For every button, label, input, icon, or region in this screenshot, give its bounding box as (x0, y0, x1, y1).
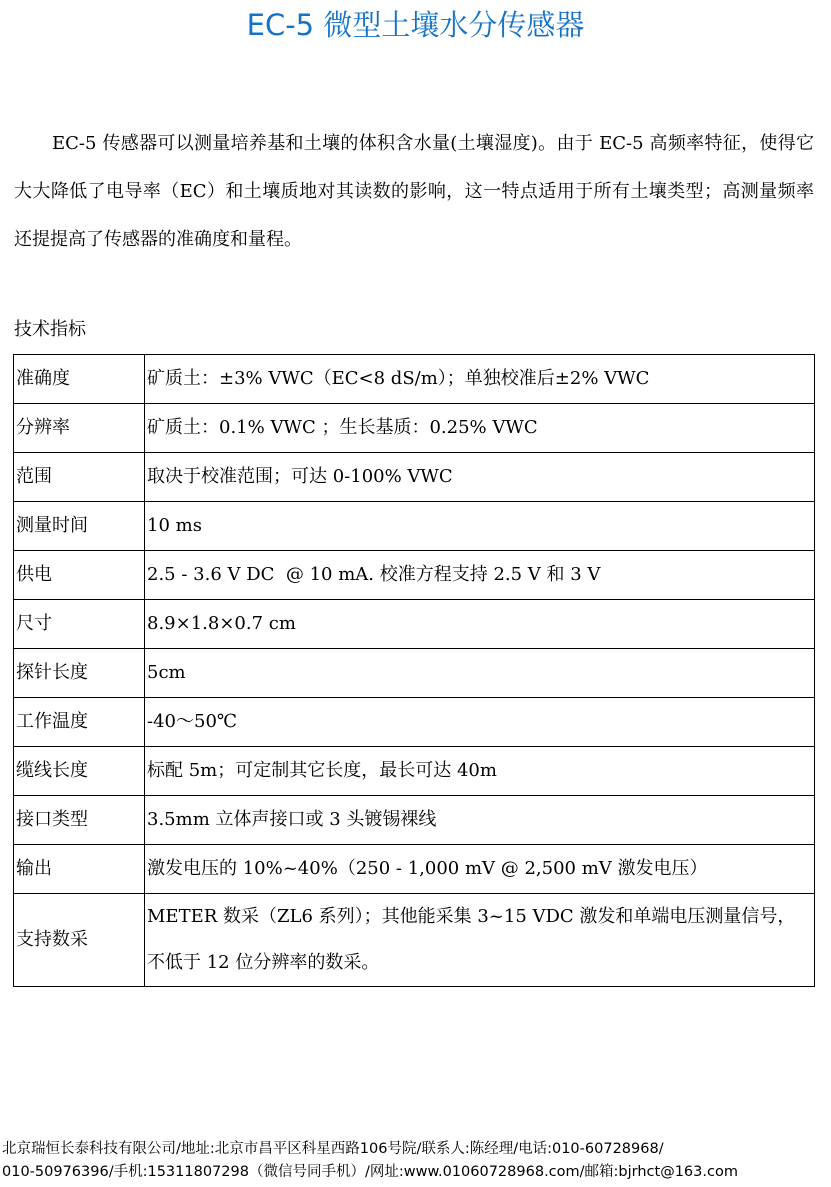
spec-value: 激发电压的 10%~40%（250 - 1,000 mV @ 2,500 mV 激发电压） (145, 845, 815, 894)
spec-key: 范围 (14, 453, 145, 502)
spec-key: 探针长度 (14, 649, 145, 698)
table-row (14, 453, 815, 502)
page-title: EC-5 微型土壤水分传感器 (246, 8, 585, 42)
table-row (14, 796, 815, 845)
spec-key: 工作温度 (14, 698, 145, 747)
table-row (14, 747, 815, 796)
spec-key: 供电 (14, 551, 145, 600)
contact-footer (0, 1138, 831, 1184)
spec-value: 矿质土：±3% VWC（EC<8 dS/m）；单独校准后±2% VWC (145, 355, 815, 404)
spec-key: 分辨率 (14, 404, 145, 453)
table-row (14, 894, 815, 987)
spec-key: 支持数采 (14, 894, 145, 987)
spec-heading: 技术指标 (14, 319, 86, 340)
spec-value: 8.9×1.8×0.7 cm (145, 600, 815, 649)
spec-key: 接口类型 (14, 796, 145, 845)
table-row (14, 551, 815, 600)
spec-value: METER 数采（ZL6 系列）；其他能采集 3~15 VDC 激发和单端电压测量信号，不低于 12 位分辨率的数采。 (145, 894, 815, 987)
table-row (14, 845, 815, 894)
table-row (14, 502, 815, 551)
spec-key: 缆线长度 (14, 747, 145, 796)
spec-value: 矿质土：0.1% VWC ；生长基质：0.25% VWC (145, 404, 815, 453)
table-row (14, 355, 815, 404)
footer-line-1: 北京瑞恒长泰科技有限公司/地址:北京市昌平区科星西路106号院/联系人:陈经理/电话:010-60728968/ (2, 1141, 664, 1157)
spec-key: 尺寸 (14, 600, 145, 649)
table-row (14, 698, 815, 747)
spec-value: 取决于校准范围；可达 0-100% VWC (145, 453, 815, 502)
footer-line-2: 010-50976396/手机:15311807298（微信号同手机）/网址:www.01060728968.com/邮箱:bjrhct@163.com (2, 1164, 738, 1180)
spec-table (13, 354, 815, 987)
intro-paragraph: EC-5 传感器可以测量培养基和土壤的体积含水量(土壤湿度)。由于 EC-5 高频率特征，使得它大大降低了电导率（EC）和土壤质地对其读数的影响，这一特点适用于所有土壤类型；高测量频率还提提高了传感器的准确度和量程。 (14, 133, 814, 250)
spec-value: 3.5mm 立体声接口或 3 头镀锡裸线 (145, 796, 815, 845)
spec-value: 标配 5m；可定制其它长度，最长可达 40m (145, 747, 815, 796)
spec-value: 5cm (145, 649, 815, 698)
spec-value: 10 ms (145, 502, 815, 551)
table-row (14, 600, 815, 649)
spec-key: 准确度 (14, 355, 145, 404)
table-row (14, 404, 815, 453)
spec-key: 测量时间 (14, 502, 145, 551)
spec-value: -40～50℃ (145, 698, 815, 747)
spec-key: 输出 (14, 845, 145, 894)
spec-value: 2.5 - 3.6 V DC @ 10 mA. 校准方程支持 2.5 V 和 3 V (145, 551, 815, 600)
table-row (14, 649, 815, 698)
